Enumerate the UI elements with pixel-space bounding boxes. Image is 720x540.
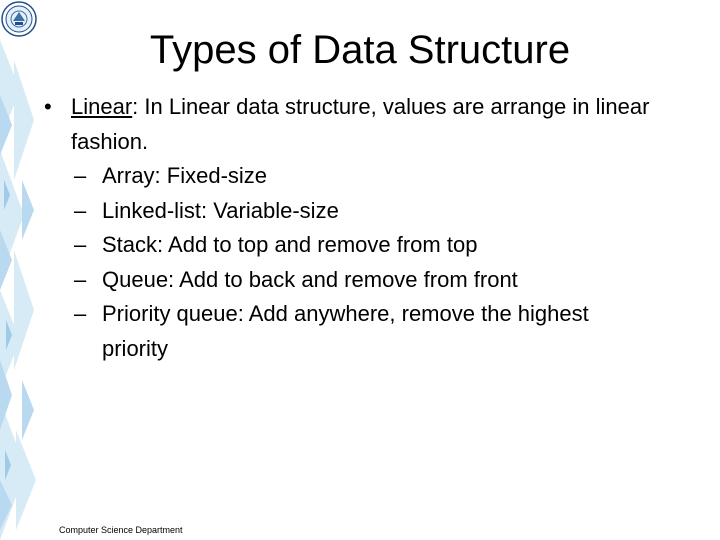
bullet-marker: •: [44, 94, 52, 119]
sub-bullet-priority-queue: [40, 297, 660, 366]
bullet-term: Linear: [71, 94, 133, 119]
sub-bullet-text: Queue: Add to back and remove from front: [102, 266, 518, 292]
dash-marker: –: [74, 197, 87, 223]
sub-bullet-stack: [40, 228, 660, 263]
dash-marker: –: [74, 163, 87, 188]
university-seal-logo: [1, 1, 37, 37]
dash-marker: –: [74, 301, 87, 326]
sub-bullet-text: Array: Fixed-size: [102, 163, 268, 188]
footer-department: Computer Science Department: [59, 525, 183, 535]
slide-title: Types of Data Structure: [149, 28, 571, 72]
decorative-side-pattern: [0, 0, 40, 540]
main-bullet: [40, 90, 660, 159]
sub-bullet-text: Priority queue: Add anywhere, remove the highest priority: [102, 301, 589, 361]
sub-bullet-text: Stack: Add to top and remove from top: [102, 232, 478, 257]
sub-bullet-queue: [40, 263, 660, 298]
dash-marker: –: [74, 232, 87, 257]
sub-bullet-array: [40, 159, 660, 194]
dash-marker: –: [74, 266, 87, 292]
bullet-text: : In Linear data structure, values are arrange in linear fashion.: [71, 94, 650, 154]
blue-diamond-pattern-icon: [0, 0, 40, 540]
slide-body: [40, 90, 660, 366]
sub-bullet-text: Linked-list: Variable-size: [102, 197, 339, 223]
seal-logo-icon: [1, 1, 37, 37]
sub-bullet-linked-list: [40, 194, 660, 229]
